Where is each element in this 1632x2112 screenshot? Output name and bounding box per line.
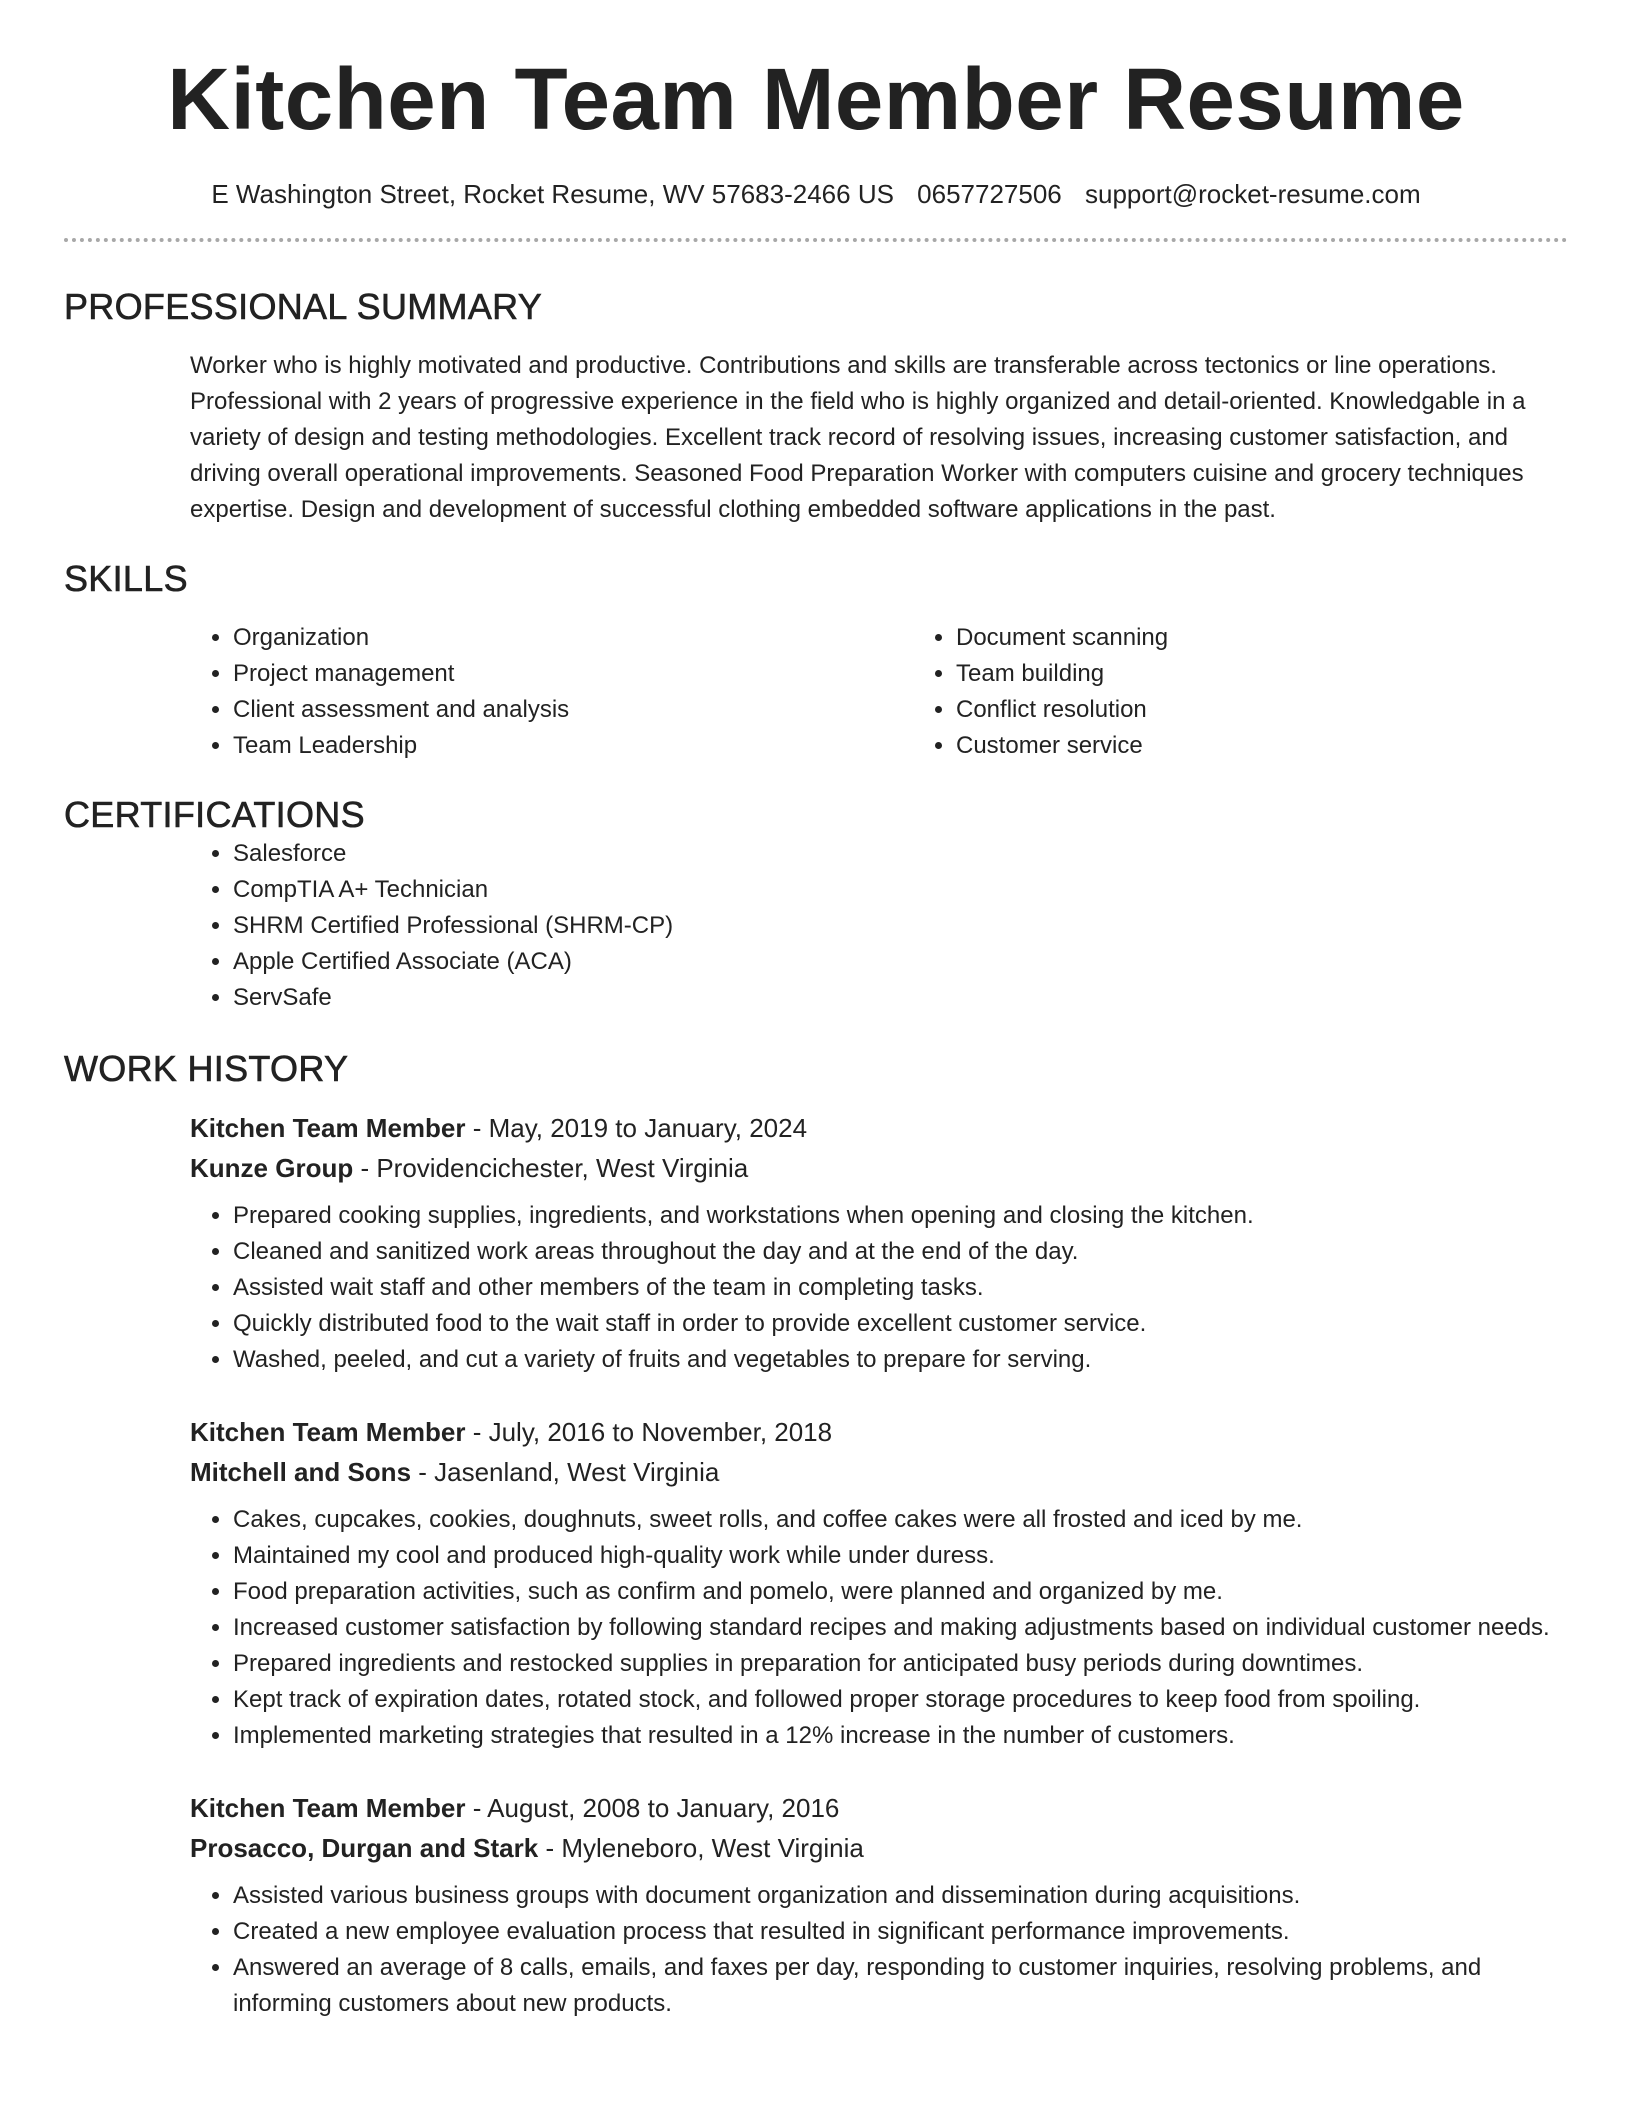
job-location: - Providencichester, West Virginia [353, 1152, 749, 1183]
certification-item: • ServSafe [233, 980, 1568, 1016]
contact-phone: 0657727506 [917, 179, 1062, 210]
job-bullet: • Washed, peeled, and cut a variety of fruits and vegetables to prepare for serving. [233, 1342, 1568, 1378]
job-bullet: • Cakes, cupcakes, cookies, doughnuts, sweet rolls, and coffee cakes were all frosted and iced by me. [233, 1502, 1568, 1538]
job-bullet: • Created a new employee evaluation process that resulted in significant performance improvements. [233, 1914, 1568, 1950]
job-bullet: • Increased customer satisfaction by following standard recipes and making adjustments based on individual customer needs. [233, 1610, 1568, 1646]
job-entry [190, 1788, 1568, 2022]
certification-item: • CompTIA A+ Technician [233, 872, 1568, 908]
certifications-heading: CERTIFICATIONS [64, 793, 365, 835]
job-company-line [190, 1148, 1568, 1188]
skill-item: • Customer service [956, 728, 1556, 764]
job-bullets [190, 1878, 1568, 2022]
summary-heading: PROFESSIONAL SUMMARY [64, 285, 543, 327]
certification-item: • Apple Certified Associate (ACA) [233, 944, 1568, 980]
contact-address: E Washington Street, Rocket Resume, WV 57683-2466 US [211, 179, 894, 210]
skill-item: • Project management [233, 656, 913, 692]
certification-item: • Salesforce [233, 836, 1568, 872]
job-bullet: • Assisted various business groups with document organization and dissemination during acquisitions. [233, 1878, 1568, 1914]
job-bullet: • Kept track of expiration dates, rotated stock, and followed proper storage procedures to keep food from spoiling. [233, 1682, 1568, 1718]
skill-item: • Team Leadership [233, 728, 913, 764]
job-bullet: • Prepared cooking supplies, ingredients, and workstations when opening and closing the kitchen. [233, 1198, 1568, 1234]
job-bullet: • Prepared ingredients and restocked supplies in preparation for anticipated busy periods during downtimes. [233, 1646, 1568, 1682]
job-bullets [190, 1502, 1568, 1754]
job-title-line [190, 1412, 1568, 1452]
certifications-list [190, 836, 1568, 1016]
job-entry [190, 1412, 1568, 1754]
summary-section [64, 348, 1568, 528]
skill-item: • Document scanning [956, 620, 1556, 656]
skills-list-right [913, 620, 1556, 764]
job-company-line [190, 1828, 1568, 1868]
skills-section [64, 620, 1568, 764]
job-bullet: • Cleaned and sanitized work areas throughout the day and at the end of the day. [233, 1234, 1568, 1270]
job-entry [190, 1108, 1568, 1378]
skill-item: • Client assessment and analysis [233, 692, 913, 728]
skill-item: • Team building [956, 656, 1556, 692]
contact-line [64, 178, 1568, 212]
job-company: Kunze Group [190, 1152, 354, 1183]
skills-grid [190, 620, 1568, 764]
job-title-line [190, 1108, 1568, 1148]
summary-text: Worker who is highly motivated and productive. Contributions and skills are transferable across tectonics or line operations. Professional with 2 years of progressive experience in the field who is highly organized and detail-oriented. Knowledgable in a variety of design and testing methodologies. Excellent track record of resolving issues, increasing customer satisfaction, and driving overall operational improvements. Seasoned Food Preparation Worker with computers cuisine and grocery techniques expertise. Design and development of successful clothing embedded software applications in the past. [190, 351, 1526, 523]
job-title-line [190, 1788, 1568, 1828]
skill-item: • Organization [233, 620, 913, 656]
job-company: Prosacco, Durgan and Stark [190, 1832, 539, 1863]
header-divider [64, 238, 1568, 242]
work-history-section [64, 1108, 1568, 2022]
job-bullet: • Answered an average of 8 calls, emails, and faxes per day, responding to customer inquiries, resolving problems, and informing customers about new products. [233, 1950, 1568, 2022]
job-dates: - May, 2019 to January, 2024 [465, 1112, 808, 1143]
certifications-section [64, 836, 1568, 1016]
job-company: Mitchell and Sons [190, 1456, 412, 1487]
job-dates: - July, 2016 to November, 2018 [465, 1416, 833, 1447]
skill-item: • Conflict resolution [956, 692, 1556, 728]
skills-heading: SKILLS [64, 557, 188, 599]
job-location: - Jasenland, West Virginia [411, 1456, 720, 1487]
contact-email: support@rocket-resume.com [1085, 179, 1421, 210]
job-bullet: • Quickly distributed food to the wait staff in order to provide excellent customer service. [233, 1306, 1568, 1342]
job-title: Kitchen Team Member [190, 1792, 466, 1823]
skills-list-left [190, 620, 913, 764]
job-bullets [190, 1198, 1568, 1378]
job-title: Kitchen Team Member [190, 1112, 466, 1143]
job-location: - Myleneboro, West Virginia [538, 1832, 864, 1863]
job-dates: - August, 2008 to January, 2016 [465, 1792, 840, 1823]
certification-item: • SHRM Certified Professional (SHRM-CP) [233, 908, 1568, 944]
job-company-line [190, 1452, 1568, 1492]
job-title: Kitchen Team Member [190, 1416, 466, 1447]
resume-title: Kitchen Team Member Resume [167, 51, 1465, 148]
job-bullet: • Maintained my cool and produced high-quality work while under duress. [233, 1538, 1568, 1574]
work-history-heading: WORK HISTORY [64, 1047, 349, 1089]
job-bullet: • Assisted wait staff and other members of the team in completing tasks. [233, 1270, 1568, 1306]
job-bullet: • Implemented marketing strategies that resulted in a 12% increase in the number of customers. [233, 1718, 1568, 1754]
job-bullet: • Food preparation activities, such as confirm and pomelo, were planned and organized by me. [233, 1574, 1568, 1610]
